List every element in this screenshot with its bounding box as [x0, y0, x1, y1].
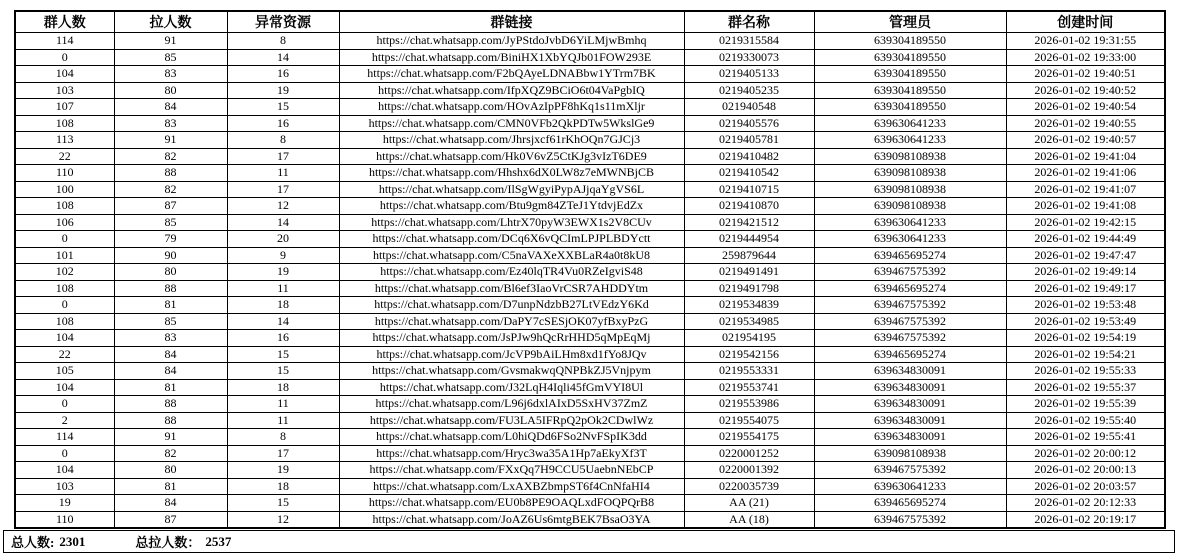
cell-pull-count: 80 [114, 264, 227, 281]
cell-pull-count: 90 [114, 247, 227, 264]
cell-group-link: https://chat.whatsapp.com/JoAZ6Us6mtgBEK7BsaO3YA [339, 511, 684, 528]
cell-created-at: 2026-01-02 19:54:19 [1006, 330, 1165, 347]
cell-group-link: https://chat.whatsapp.com/Hk0V6vZ5CtKJg3vIzT6DE9 [339, 148, 684, 165]
cell-member-count: 110 [15, 165, 114, 182]
cell-admin: 639304189550 [814, 33, 1006, 50]
cell-group-name: 0220001252 [684, 445, 814, 462]
cell-admin: 639630641233 [814, 478, 1006, 495]
cell-created-at: 2026-01-02 19:49:14 [1006, 264, 1165, 281]
cell-admin: 639304189550 [814, 66, 1006, 83]
cell-member-count: 105 [15, 363, 114, 380]
cell-created-at: 2026-01-02 19:55:33 [1006, 363, 1165, 380]
table-row [15, 181, 1165, 198]
cell-member-count: 0 [15, 231, 114, 248]
cell-pull-count: 88 [114, 280, 227, 297]
cell-abnormal-resources: 14 [227, 313, 339, 330]
cell-created-at: 2026-01-02 19:41:06 [1006, 165, 1165, 182]
cell-abnormal-resources: 18 [227, 478, 339, 495]
cell-pull-count: 85 [114, 49, 227, 66]
cell-group-name: 0219534839 [684, 297, 814, 314]
cell-group-link: https://chat.whatsapp.com/JcVP9bAiLHm8xd1fYo8JQv [339, 346, 684, 363]
cell-created-at: 2026-01-02 19:49:17 [1006, 280, 1165, 297]
cell-group-link: https://chat.whatsapp.com/L0hiQDd6FSo2NvFSpIK3dd [339, 429, 684, 446]
cell-created-at: 2026-01-02 19:33:00 [1006, 49, 1165, 66]
cell-group-name: AA (18) [684, 511, 814, 528]
table-header [15, 11, 1165, 33]
cell-created-at: 2026-01-02 19:40:54 [1006, 99, 1165, 116]
table-row [15, 363, 1165, 380]
cell-member-count: 107 [15, 99, 114, 116]
cell-group-link: https://chat.whatsapp.com/FU3LA5IFRpQ2pOk2CDwlWz [339, 412, 684, 429]
cell-group-name: 021940548 [684, 99, 814, 116]
cell-created-at: 2026-01-02 19:44:49 [1006, 231, 1165, 248]
table-row [15, 82, 1165, 99]
cell-pull-count: 82 [114, 148, 227, 165]
table-row [15, 462, 1165, 479]
cell-created-at: 2026-01-02 19:40:55 [1006, 115, 1165, 132]
cell-abnormal-resources: 17 [227, 445, 339, 462]
cell-group-name: 0219410870 [684, 198, 814, 215]
cell-group-link: https://chat.whatsapp.com/Hryc3wa35A1Hp7aEkyXf3T [339, 445, 684, 462]
cell-member-count: 108 [15, 280, 114, 297]
cell-admin: 639098108938 [814, 445, 1006, 462]
column-header-pull-count: 拉人数 [114, 11, 227, 33]
cell-admin: 639630641233 [814, 231, 1006, 248]
cell-group-name: 0219405133 [684, 66, 814, 83]
cell-admin: 639634830091 [814, 429, 1006, 446]
cell-created-at: 2026-01-02 20:03:57 [1006, 478, 1165, 495]
table-row [15, 297, 1165, 314]
cell-group-name: 0219444954 [684, 231, 814, 248]
cell-group-name: 0219491798 [684, 280, 814, 297]
cell-created-at: 2026-01-02 20:12:33 [1006, 495, 1165, 512]
cell-pull-count: 80 [114, 462, 227, 479]
cell-group-link: https://chat.whatsapp.com/Ez40lqTR4Vu0RZeIgviS48 [339, 264, 684, 281]
cell-abnormal-resources: 19 [227, 264, 339, 281]
cell-group-name: 0220035739 [684, 478, 814, 495]
cell-member-count: 106 [15, 214, 114, 231]
cell-group-link: https://chat.whatsapp.com/EU0b8PE9OAQLxdFOQPQrB8 [339, 495, 684, 512]
total-members-label: 总人数: [11, 535, 55, 550]
cell-member-count: 2 [15, 412, 114, 429]
cell-created-at: 2026-01-02 19:53:49 [1006, 313, 1165, 330]
table-row [15, 99, 1165, 116]
cell-abnormal-resources: 14 [227, 214, 339, 231]
table-row [15, 214, 1165, 231]
cell-admin: 639098108938 [814, 198, 1006, 215]
cell-abnormal-resources: 17 [227, 181, 339, 198]
cell-group-link: https://chat.whatsapp.com/L96j6dxlAIxD5SxHV37ZmZ [339, 396, 684, 413]
cell-abnormal-resources: 14 [227, 49, 339, 66]
table-row [15, 247, 1165, 264]
cell-created-at: 2026-01-02 19:40:57 [1006, 132, 1165, 149]
cell-admin: 639465695274 [814, 280, 1006, 297]
cell-group-link: https://chat.whatsapp.com/HOvAzIpPF8hKq1s11mXljr [339, 99, 684, 116]
cell-group-link: https://chat.whatsapp.com/Bl6ef3IaoVrCSR7AHDDYtm [339, 280, 684, 297]
table-row [15, 66, 1165, 83]
cell-pull-count: 83 [114, 115, 227, 132]
cell-created-at: 2026-01-02 20:00:13 [1006, 462, 1165, 479]
table-row [15, 429, 1165, 446]
cell-pull-count: 91 [114, 132, 227, 149]
cell-group-link: https://chat.whatsapp.com/BiniHX1XbYQJb01FOW293E [339, 49, 684, 66]
cell-created-at: 2026-01-02 19:54:21 [1006, 346, 1165, 363]
cell-pull-count: 87 [114, 511, 227, 528]
cell-pull-count: 83 [114, 330, 227, 347]
column-header-group-name: 群名称 [684, 11, 814, 33]
cell-group-name: 0219410542 [684, 165, 814, 182]
cell-abnormal-resources: 17 [227, 148, 339, 165]
cell-pull-count: 88 [114, 412, 227, 429]
cell-member-count: 108 [15, 198, 114, 215]
cell-group-name: 0219554075 [684, 412, 814, 429]
cell-member-count: 103 [15, 478, 114, 495]
cell-abnormal-resources: 15 [227, 363, 339, 380]
cell-pull-count: 82 [114, 445, 227, 462]
cell-abnormal-resources: 11 [227, 412, 339, 429]
table-row [15, 231, 1165, 248]
cell-abnormal-resources: 16 [227, 66, 339, 83]
cell-member-count: 102 [15, 264, 114, 281]
cell-admin: 639630641233 [814, 115, 1006, 132]
cell-group-link: https://chat.whatsapp.com/IlSgWgyiPypAJjqaYgVS6L [339, 181, 684, 198]
cell-abnormal-resources: 12 [227, 511, 339, 528]
cell-pull-count: 83 [114, 66, 227, 83]
cell-abnormal-resources: 15 [227, 99, 339, 116]
cell-member-count: 100 [15, 181, 114, 198]
cell-member-count: 104 [15, 462, 114, 479]
cell-created-at: 2026-01-02 19:55:40 [1006, 412, 1165, 429]
cell-abnormal-resources: 19 [227, 462, 339, 479]
cell-group-name: 0219405576 [684, 115, 814, 132]
cell-admin: 639465695274 [814, 247, 1006, 264]
cell-pull-count: 84 [114, 346, 227, 363]
table-row [15, 511, 1165, 528]
cell-group-name: 0219491491 [684, 264, 814, 281]
cell-abnormal-resources: 18 [227, 297, 339, 314]
cell-group-link: https://chat.whatsapp.com/IfpXQZ9BCiO6t04VaPgbIQ [339, 82, 684, 99]
column-header-abnormal-resources: 异常资源 [227, 11, 339, 33]
cell-created-at: 2026-01-02 19:31:55 [1006, 33, 1165, 50]
cell-member-count: 108 [15, 115, 114, 132]
cell-group-link: https://chat.whatsapp.com/JyPStdoJvbD6YiLMjwBmhq [339, 33, 684, 50]
cell-member-count: 113 [15, 132, 114, 149]
cell-group-name: 0219410482 [684, 148, 814, 165]
table-row [15, 165, 1165, 182]
table-row [15, 115, 1165, 132]
cell-group-name: 0219553986 [684, 396, 814, 413]
cell-abnormal-resources: 8 [227, 429, 339, 446]
cell-pull-count: 84 [114, 99, 227, 116]
cell-pull-count: 88 [114, 396, 227, 413]
cell-group-name: 0219405235 [684, 82, 814, 99]
cell-abnormal-resources: 8 [227, 132, 339, 149]
table-row [15, 396, 1165, 413]
groups-table [14, 10, 1166, 529]
cell-abnormal-resources: 15 [227, 495, 339, 512]
cell-member-count: 114 [15, 429, 114, 446]
cell-abnormal-resources: 18 [227, 379, 339, 396]
cell-created-at: 2026-01-02 20:19:17 [1006, 511, 1165, 528]
cell-group-link: https://chat.whatsapp.com/JsPJw9hQcRrHHD5qMpEqMj [339, 330, 684, 347]
cell-admin: 639467575392 [814, 297, 1006, 314]
cell-group-name: 0219405781 [684, 132, 814, 149]
cell-group-link: https://chat.whatsapp.com/Jhrsjxcf61rKhOQn7GJCj3 [339, 132, 684, 149]
cell-admin: 639467575392 [814, 313, 1006, 330]
cell-group-link: https://chat.whatsapp.com/FXxQq7H9CCU5UaebnNEbCP [339, 462, 684, 479]
total-pulls-label: 总拉人数： [135, 535, 201, 550]
cell-created-at: 2026-01-02 19:40:52 [1006, 82, 1165, 99]
cell-group-link: https://chat.whatsapp.com/DCq6X6vQCImLPJPLBDYctt [339, 231, 684, 248]
cell-member-count: 0 [15, 445, 114, 462]
cell-abnormal-resources: 16 [227, 115, 339, 132]
cell-group-name: 0219410715 [684, 181, 814, 198]
cell-member-count: 19 [15, 495, 114, 512]
cell-group-link: https://chat.whatsapp.com/CMN0VFb2QkPDTw5WkslGe9 [339, 115, 684, 132]
cell-admin: 639098108938 [814, 181, 1006, 198]
cell-pull-count: 87 [114, 198, 227, 215]
cell-admin: 639467575392 [814, 462, 1006, 479]
column-header-member-count: 群人数 [15, 11, 114, 33]
cell-abnormal-resources: 11 [227, 396, 339, 413]
cell-pull-count: 79 [114, 231, 227, 248]
cell-group-link: https://chat.whatsapp.com/J32LqH4Iqli45fGmVYI8Ul [339, 379, 684, 396]
cell-group-link: https://chat.whatsapp.com/Btu9gm84ZTeJ1YtdvjEdZx [339, 198, 684, 215]
cell-member-count: 0 [15, 396, 114, 413]
table-row [15, 478, 1165, 495]
table-row [15, 346, 1165, 363]
cell-member-count: 110 [15, 511, 114, 528]
table-row [15, 49, 1165, 66]
cell-created-at: 2026-01-02 19:40:51 [1006, 66, 1165, 83]
table-row [15, 198, 1165, 215]
cell-pull-count: 85 [114, 214, 227, 231]
cell-group-name: 021954195 [684, 330, 814, 347]
cell-pull-count: 84 [114, 495, 227, 512]
cell-group-name: 0219554175 [684, 429, 814, 446]
cell-pull-count: 88 [114, 165, 227, 182]
cell-admin: 639304189550 [814, 99, 1006, 116]
cell-pull-count: 85 [114, 313, 227, 330]
table-row [15, 264, 1165, 281]
cell-created-at: 2026-01-02 19:41:07 [1006, 181, 1165, 198]
cell-admin: 639465695274 [814, 495, 1006, 512]
cell-group-link: https://chat.whatsapp.com/C5naVAXeXXBLaR4a0t8kU8 [339, 247, 684, 264]
cell-group-link: https://chat.whatsapp.com/LhtrX70pyW3EWX1s2V8CUv [339, 214, 684, 231]
cell-member-count: 101 [15, 247, 114, 264]
cell-admin: 639467575392 [814, 330, 1006, 347]
cell-member-count: 0 [15, 297, 114, 314]
cell-admin: 639634830091 [814, 396, 1006, 413]
cell-created-at: 2026-01-02 19:55:37 [1006, 379, 1165, 396]
cell-abnormal-resources: 12 [227, 198, 339, 215]
cell-member-count: 114 [15, 33, 114, 50]
column-header-group-link: 群链接 [339, 11, 684, 33]
cell-group-link: https://chat.whatsapp.com/D7unpNdzbB27LtVEdzY6Kd [339, 297, 684, 314]
summary-bar [3, 530, 1175, 553]
cell-group-name: 0219542156 [684, 346, 814, 363]
cell-group-name: 0219315584 [684, 33, 814, 50]
cell-created-at: 2026-01-02 19:53:48 [1006, 297, 1165, 314]
table-row [15, 132, 1165, 149]
total-members-value: 2301 [59, 533, 86, 549]
table-row [15, 379, 1165, 396]
cell-abnormal-resources: 11 [227, 280, 339, 297]
cell-member-count: 103 [15, 82, 114, 99]
cell-abnormal-resources: 19 [227, 82, 339, 99]
cell-group-name: 259879644 [684, 247, 814, 264]
cell-pull-count: 81 [114, 297, 227, 314]
cell-group-link: https://chat.whatsapp.com/F2bQAyeLDNABbw1YTrm7BK [339, 66, 684, 83]
column-header-admin: 管理员 [814, 11, 1006, 33]
cell-pull-count: 82 [114, 181, 227, 198]
column-header-created-at: 创建时间 [1006, 11, 1165, 33]
cell-admin: 639634830091 [814, 363, 1006, 380]
cell-created-at: 2026-01-02 19:47:47 [1006, 247, 1165, 264]
cell-member-count: 22 [15, 148, 114, 165]
cell-member-count: 0 [15, 49, 114, 66]
table-row [15, 280, 1165, 297]
cell-admin: 639634830091 [814, 379, 1006, 396]
cell-group-link: https://chat.whatsapp.com/LxAXBZbmpST6f4CnNfaHI4 [339, 478, 684, 495]
cell-abnormal-resources: 11 [227, 165, 339, 182]
cell-abnormal-resources: 16 [227, 330, 339, 347]
cell-member-count: 22 [15, 346, 114, 363]
cell-group-name: AA (21) [684, 495, 814, 512]
cell-created-at: 2026-01-02 19:42:15 [1006, 214, 1165, 231]
cell-admin: 639304189550 [814, 49, 1006, 66]
cell-created-at: 2026-01-02 19:41:04 [1006, 148, 1165, 165]
table-row [15, 33, 1165, 50]
cell-created-at: 2026-01-02 20:00:12 [1006, 445, 1165, 462]
cell-group-link: https://chat.whatsapp.com/DaPY7cSESjOK07yfBxyPzG [339, 313, 684, 330]
table-row [15, 148, 1165, 165]
table-body [15, 33, 1165, 529]
cell-abnormal-resources: 8 [227, 33, 339, 50]
cell-abnormal-resources: 20 [227, 231, 339, 248]
cell-created-at: 2026-01-02 19:55:41 [1006, 429, 1165, 446]
cell-admin: 639630641233 [814, 132, 1006, 149]
cell-group-name: 0219534985 [684, 313, 814, 330]
cell-admin: 639634830091 [814, 412, 1006, 429]
cell-group-name: 0219330073 [684, 49, 814, 66]
cell-pull-count: 91 [114, 429, 227, 446]
cell-member-count: 104 [15, 66, 114, 83]
cell-abnormal-resources: 15 [227, 346, 339, 363]
cell-group-link: https://chat.whatsapp.com/Hhshx6dX0LW8z7eMWNBjCB [339, 165, 684, 182]
cell-pull-count: 80 [114, 82, 227, 99]
cell-group-name: 0220001392 [684, 462, 814, 479]
cell-admin: 639304189550 [814, 82, 1006, 99]
cell-pull-count: 81 [114, 379, 227, 396]
table-row [15, 313, 1165, 330]
cell-group-name: 0219421512 [684, 214, 814, 231]
cell-member-count: 108 [15, 313, 114, 330]
table-row [15, 330, 1165, 347]
cell-group-name: 0219553741 [684, 379, 814, 396]
cell-admin: 639098108938 [814, 148, 1006, 165]
cell-member-count: 104 [15, 330, 114, 347]
header-row [15, 11, 1165, 33]
cell-created-at: 2026-01-02 19:41:08 [1006, 198, 1165, 215]
cell-pull-count: 84 [114, 363, 227, 380]
cell-member-count: 104 [15, 379, 114, 396]
cell-pull-count: 91 [114, 33, 227, 50]
cell-abnormal-resources: 9 [227, 247, 339, 264]
total-pulls-value: 2537 [205, 533, 232, 549]
cell-group-name: 0219553331 [684, 363, 814, 380]
cell-admin: 639098108938 [814, 165, 1006, 182]
cell-pull-count: 81 [114, 478, 227, 495]
table-row [15, 495, 1165, 512]
cell-group-link: https://chat.whatsapp.com/GvsmakwqQNPBkZJ5Vnjpym [339, 363, 684, 380]
cell-admin: 639630641233 [814, 214, 1006, 231]
cell-admin: 639465695274 [814, 346, 1006, 363]
table-row [15, 445, 1165, 462]
cell-admin: 639467575392 [814, 264, 1006, 281]
cell-admin: 639467575392 [814, 511, 1006, 528]
table-row [15, 412, 1165, 429]
cell-created-at: 2026-01-02 19:55:39 [1006, 396, 1165, 413]
